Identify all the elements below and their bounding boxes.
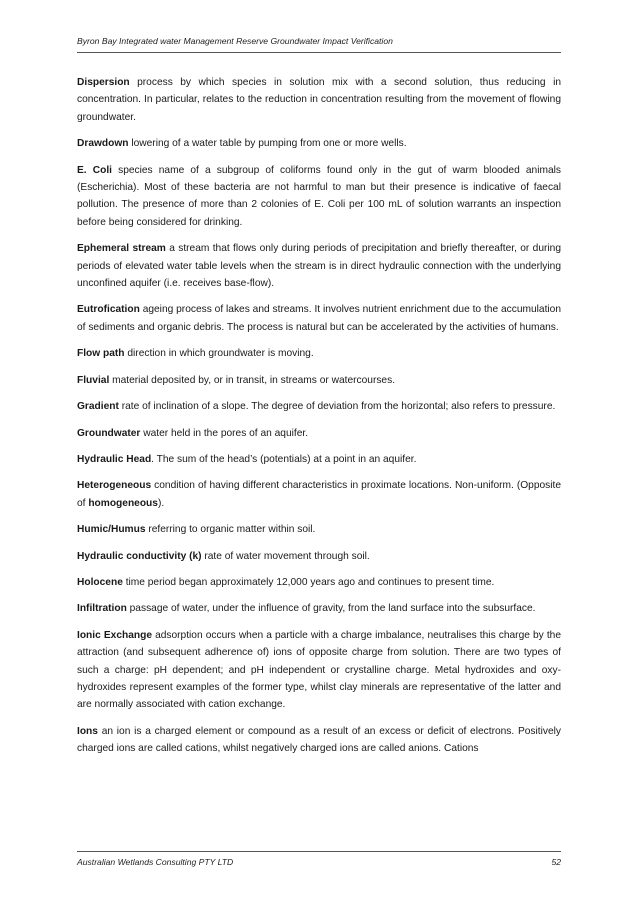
page-number: 52 bbox=[551, 857, 561, 867]
entry-definition: condition of having different characteristics in proximate locations. Non-uniform. (Opposite of bbox=[77, 480, 561, 509]
glossary-entry-infiltration bbox=[77, 600, 561, 617]
entry-definition: process by which species in solution mix with a second solution, thus reducing in concentration. In particular, relates to the reduction in concentration resulting from the movement of flowing groundwater. bbox=[77, 77, 561, 123]
entry-term: Eutrofication bbox=[77, 304, 140, 316]
entry-definition: species name of a subgroup of coliforms found only in the gut of warm blooded animals (Escherichia). Most of these bacteria are not harmful to man but their presence is indicative of faecal pollution. The presence of more than 2 colonies of E. Coli per 100 mL of solution warrants an inspection before being considered for drinking. bbox=[77, 164, 561, 228]
entry-term: Hydraulic Head bbox=[77, 453, 152, 465]
entry-definition: water held in the pores of an aquifer. bbox=[140, 427, 309, 439]
glossary-entry-ionic-exchange bbox=[77, 627, 561, 714]
glossary-entry-ephemeral-stream bbox=[77, 240, 561, 292]
entry-term: Hydraulic conductivity (k) bbox=[77, 550, 202, 562]
glossary-entry-hydraulic-head bbox=[77, 451, 561, 468]
entry-definition: rate of inclination of a slope. The degree of deviation from the horizontal; also refers to pressure. bbox=[118, 401, 556, 413]
entry-term: Gradient bbox=[77, 401, 119, 413]
entry-definition: referring to organic matter within soil. bbox=[145, 524, 316, 536]
entry-definition: ageing process of lakes and streams. It involves nutrient enrichment due to the accumulation of sediments and organic debris. The process is natural but can be accelerated by the activities of humans. bbox=[77, 304, 561, 333]
entry-definition: passage of water, under the influence of gravity, from the land surface into the subsurface. bbox=[126, 603, 536, 615]
entry-term: Humic/Humus bbox=[77, 524, 146, 536]
entry-term: Drawdown bbox=[77, 138, 129, 150]
entry-definition: a stream that flows only during periods of precipitation and briefly thereafter, or during periods of elevated water table levels when the stream is in direct hydraulic connection with the underlying unconfined aquifer (i.e. receives base-flow). bbox=[77, 243, 561, 290]
entry-term: Groundwater bbox=[77, 427, 141, 439]
footer-divider bbox=[77, 851, 561, 852]
glossary-entry-humic-humus bbox=[77, 521, 561, 538]
entry-term: Ionic Exchange bbox=[77, 629, 152, 641]
entry-term: E. Coli bbox=[77, 164, 112, 176]
glossary-entry-e-coli bbox=[77, 162, 561, 232]
entry-term: Heterogeneous bbox=[77, 480, 152, 492]
glossary-content bbox=[77, 74, 561, 767]
entry-term: Fluvial bbox=[77, 374, 110, 386]
glossary-entry-gradient bbox=[77, 398, 561, 415]
entry-definition: time period began approximately 12,000 years ago and continues to present time. bbox=[122, 576, 495, 588]
page-footer bbox=[77, 857, 561, 867]
glossary-entry-fluvial bbox=[77, 372, 561, 389]
page-header: Byron Bay Integrated water Management Reserve Groundwater Impact Verification bbox=[77, 36, 561, 53]
entry-term: Dispersion bbox=[77, 77, 130, 88]
entry-definition: direction in which groundwater is moving. bbox=[124, 348, 314, 360]
entry-term: Infiltration bbox=[77, 603, 127, 615]
glossary-entry-ions bbox=[77, 723, 561, 758]
entry-term: Holocene bbox=[77, 576, 123, 588]
glossary-entry-flow-path bbox=[77, 345, 561, 362]
entry-term: Flow path bbox=[77, 348, 125, 360]
glossary-entry-heterogeneous bbox=[77, 477, 561, 512]
entry-definition: rate of water movement through soil. bbox=[201, 550, 370, 562]
entry-term: Ions bbox=[77, 725, 98, 737]
entry-definition: . The sum of the head’s (potentials) at a point in an aquifer. bbox=[151, 453, 417, 465]
entry-definition-tail: ). bbox=[157, 497, 165, 509]
entry-definition: adsorption occurs when a particle with a charge imbalance, neutralises this charge by the attraction (and subsequent adherence of) ions of opposite charge from solution. There are two types of such a charge: pH dependent; and pH independent or crystalline charge. Metal hydroxides and oxy-hydroxides represent examples of the former type, whilst clay minerals are representative of the latter and are normally associated with cation exchange. bbox=[77, 629, 561, 711]
entry-definition: lowering of a water table by pumping from one or more wells. bbox=[128, 138, 407, 150]
entry-definition: an ion is a charged element or compound as a result of an excess or deficit of electrons. Positively charged ions are called cations, whilst negatively charged ions are called anions. Cations bbox=[77, 725, 561, 755]
glossary-entry-groundwater bbox=[77, 425, 561, 442]
footer-company: Australian Wetlands Consulting PTY LTD bbox=[77, 857, 234, 867]
glossary-entry-holocene bbox=[77, 574, 561, 591]
entry-term: Ephemeral stream bbox=[77, 243, 166, 255]
glossary-entry-dispersion bbox=[77, 74, 561, 126]
glossary-entry-drawdown bbox=[77, 135, 561, 152]
entry-definition: material deposited by, or in transit, in streams or watercourses. bbox=[109, 374, 396, 386]
glossary-entry-eutrofication bbox=[77, 301, 561, 336]
entry-term-inline: homogeneous bbox=[88, 497, 158, 509]
glossary-entry-hydraulic-conductivity bbox=[77, 548, 561, 565]
